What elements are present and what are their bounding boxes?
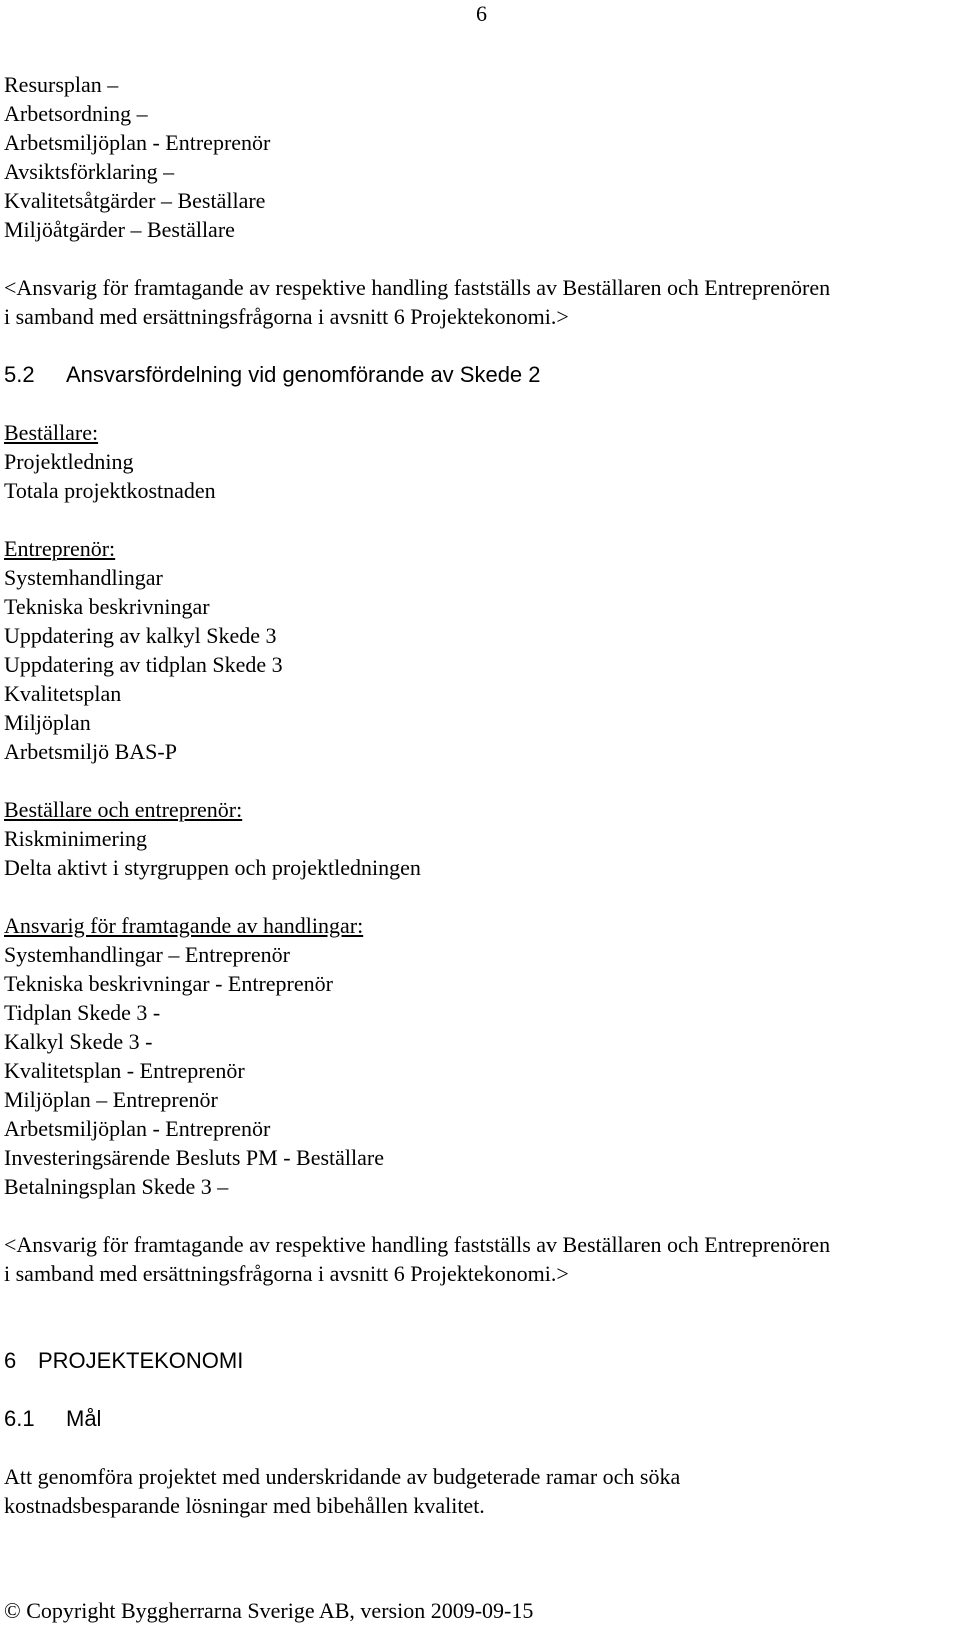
- section-number: 6.1: [4, 1406, 35, 1431]
- section-heading-5-2: [4, 360, 954, 389]
- list-item: Totala projektkostnaden: [4, 478, 216, 503]
- ansvarig-block: [4, 911, 954, 1201]
- list-item: Investeringsärende Besluts PM - Beställare: [4, 1145, 385, 1170]
- list-item: Projektledning: [4, 449, 134, 474]
- list-item: Arbetsordning –: [4, 101, 148, 126]
- list-item: Arbetsmiljöplan - Entreprenör: [4, 130, 271, 155]
- subheading: Beställare och entreprenör:: [4, 797, 243, 822]
- list-item: Uppdatering av kalkyl Skede 3: [4, 623, 277, 648]
- list-item: Resursplan –: [4, 72, 119, 97]
- list-item: Miljöplan – Entreprenör: [4, 1087, 218, 1112]
- page-content: [4, 70, 954, 1520]
- list-item: Arbetsmiljöplan - Entreprenör: [4, 1116, 271, 1141]
- list-item: Kvalitetsåtgärder – Beställare: [4, 188, 266, 213]
- section-heading-6: [4, 1346, 954, 1375]
- list-item: Kvalitetsplan: [4, 681, 122, 706]
- note-line: <Ansvarig för framtagande av respektive handling fastställs av Beställaren och Entreprenören: [4, 1232, 831, 1257]
- note-line: i samband med ersättningsfrågorna i avsnitt 6 Projektekonomi.>: [4, 304, 569, 329]
- paragraph-line: Att genomföra projektet med underskridande av budgeterade ramar och söka: [4, 1464, 681, 1489]
- section-number: 5.2: [4, 362, 35, 387]
- list-item: Kalkyl Skede 3 -: [4, 1029, 153, 1054]
- list-item: Systemhandlingar – Entreprenör: [4, 942, 290, 967]
- list-item: Arbetsmiljö BAS-P: [4, 739, 177, 764]
- list-item: Tekniska beskrivningar: [4, 594, 210, 619]
- section-number: 6: [4, 1348, 17, 1373]
- copyright-footer: © Copyright Byggherrarna Sverige AB, version 2009-09-15: [4, 1598, 534, 1623]
- subheading: Ansvarig för framtagande av handlingar:: [4, 913, 364, 938]
- subheading: Entreprenör:: [4, 536, 116, 561]
- paragraph-line: kostnadsbesparande lösningar med bibehållen kvalitet.: [4, 1493, 485, 1518]
- entreprenor-block: [4, 534, 954, 766]
- section-title: PROJEKTEKONOMI: [38, 1348, 244, 1373]
- list-item: Tidplan Skede 3 -: [4, 1000, 161, 1025]
- responsibility-note: [4, 273, 954, 331]
- bestallare-och-entreprenor-block: [4, 795, 954, 882]
- goal-paragraph: [4, 1462, 954, 1520]
- list-item: Riskminimering: [4, 826, 147, 851]
- list-item: Tekniska beskrivningar - Entreprenör: [4, 971, 333, 996]
- list-item: Delta aktivt i styrgruppen och projektledningen: [4, 855, 421, 880]
- list-item: Miljöåtgärder – Beställare: [4, 217, 235, 242]
- note-line: i samband med ersättningsfrågorna i avsnitt 6 Projektekonomi.>: [4, 1261, 569, 1286]
- list-item: Systemhandlingar: [4, 565, 163, 590]
- intro-list: [4, 70, 954, 244]
- section-title: Ansvarsfördelning vid genomförande av Skede 2: [66, 362, 541, 387]
- bestallare-block: [4, 418, 954, 505]
- list-item: Betalningsplan Skede 3 –: [4, 1174, 229, 1199]
- list-item: Miljöplan: [4, 710, 91, 735]
- section-heading-6-1: [4, 1404, 954, 1433]
- list-item: Uppdatering av tidplan Skede 3: [4, 652, 283, 677]
- note-line: <Ansvarig för framtagande av respektive handling fastställs av Beställaren och Entreprenören: [4, 275, 831, 300]
- subheading: Beställare:: [4, 420, 99, 445]
- list-item: Kvalitetsplan - Entreprenör: [4, 1058, 245, 1083]
- section-title: Mål: [66, 1406, 102, 1431]
- list-item: Avsiktsförklaring –: [4, 159, 175, 184]
- responsibility-note: [4, 1230, 954, 1288]
- page-number: 6: [476, 1, 487, 26]
